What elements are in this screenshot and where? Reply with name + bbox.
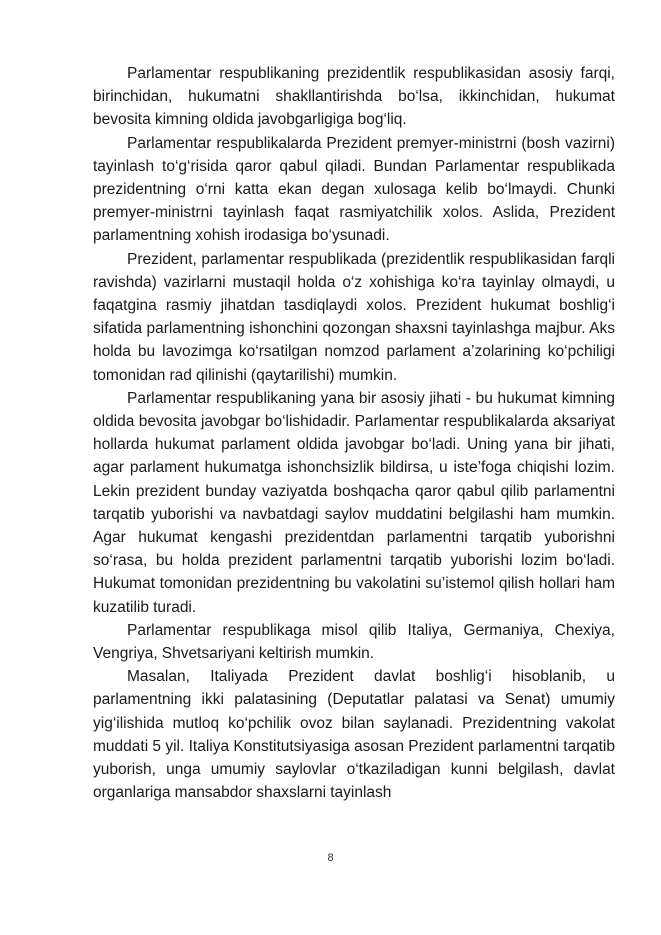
document-body bbox=[93, 62, 615, 805]
paragraph-1: Parlamentar respublikaning prezidentlik respublikasidan asosiy farqi, birinchidan, hukumatni shakllantirishda bo‘lsa, ikkinchidan, hukumat bevosita kimning oldida javobgarligiga bog‘liq. bbox=[93, 65, 615, 129]
paragraph-4: Parlamentar respublikaning yana bir asosiy jihati - bu hukumat kimning oldida bevosita javobgar bo‘lishidadir. Parlamentar respublikalarda aksariyat hollarda hukumat parlament oldida javobgar bo‘ladi. Uning yana bir jihati, agar parlament hukumatga ishonchsizlik bildirsa, u iste’foga chiqishi lozim. Lekin prezident bunday vaziyatda boshqacha qaror qabul qilib parlamentni tarqatib yuborishi va navbatdagi saylov muddatini belgilashi ham mumkin. Agar hukumat kengashi prezidentdan parlamentni tarqatib yuborishni so‘rasa, bu holda prezident parlamentni tarqatib yuborishi lozim bo‘ladi. Hukumat tomonidan prezidentning bu vakolatini su’istemol qilish hollari ham kuzatilib turadi. bbox=[93, 389, 615, 616]
paragraph-3: Prezident, parlamentar respublikada (prezidentlik respublikasidan farqli ravishda) vazirlarni mustaqil holda o‘z xohishiga ko‘ra tayinlay olmaydi, u faqatgina rasmiy jihatdan tasdiqlaydi xolos. Prezident hukumat boshlig‘i sifatida parlamentning ishonchini qozongan shaxsni tayinlashga majbur. Aks holda bu lavozimga ko‘rsatilgan nomzod parlament a’zolarining ko‘pchiligi tomonidan rad qilinishi (qaytarilishi) mumkin. bbox=[93, 250, 615, 384]
paragraph-5: Parlamentar respublikaga misol qilib Italiya, Germaniya, Chexiya, Vengriya, Shvetsariyani keltirish mumkin. bbox=[93, 621, 615, 663]
paragraph-2: Parlamentar respublikalarda Prezident premyer-ministrni (bosh vazirni) tayinlash to‘g‘risida qaror qabul qiladi. Bundan Parlamentar respublikada prezidentning o‘rni katta ekan degan xulosaga kelib bo‘lmaydi. Chunki premyer-ministrni tayinlash faqat rasmiyatchilik xolos. Aslida, Prezident parlamentning xohish irodasiga bo‘ysunadi. bbox=[93, 134, 615, 245]
paragraph-6: Masalan, Italiyada Prezident davlat boshlig‘i hisoblanib, u parlamentning ikki palatasining (Deputatlar palatasi va Senat) umumiy yig‘ilishida mutloq ko‘pchilik ovoz bilan saylanadi. Prezidentning vakolat muddati 5 yil. Italiya Konstitutsiyasiga asosan Prezident parlamentni tarqatib yuborish, unga umumiy saylovlar o‘tkaziladigan kunni belgilash, davlat organlariga mansabdor shaxslarni tayinlash bbox=[93, 668, 615, 802]
page-number: 8 bbox=[327, 852, 334, 864]
